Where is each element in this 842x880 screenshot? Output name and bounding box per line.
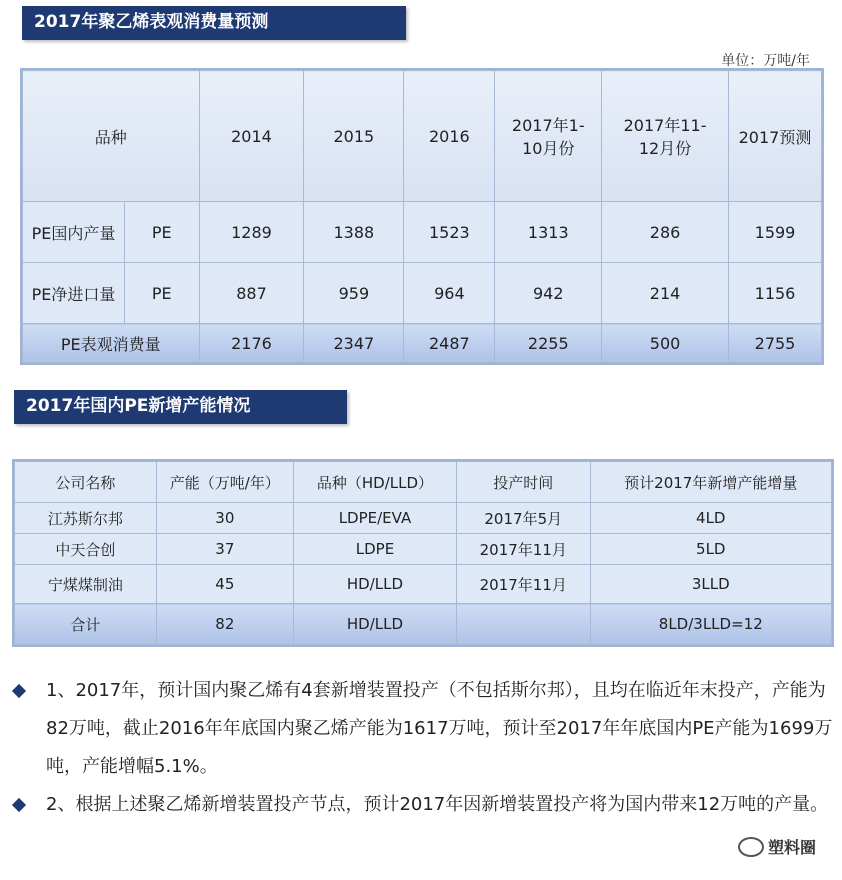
table-cell: LDPE <box>293 534 456 565</box>
capacity-table <box>14 461 832 645</box>
table-cell: 942 <box>495 263 602 324</box>
table-row <box>15 534 832 565</box>
table-cell: 1313 <box>495 202 602 263</box>
header-cell: 2016 <box>404 71 495 202</box>
table-cell: 2487 <box>404 324 495 363</box>
table-row <box>15 503 832 534</box>
note-text: 1、2017年，预计国内聚乙烯有4套新增装置投产（不包括斯尔邦），且均在临近年末投产，产能为82万吨，截止2016年年底国内聚乙烯产能为1617万吨，预计至2017年年底国内PE产能为1699万吨，产能增幅5.1%。 <box>46 680 833 777</box>
section-title-capacity: 2017年国内PE新增产能情况 <box>14 390 347 424</box>
table-cell: 2755 <box>729 324 822 363</box>
diamond-bullet-icon <box>12 684 26 698</box>
chat-bubble-icon <box>738 837 764 857</box>
table-cell: 3LLD <box>590 565 831 604</box>
table-cell: 5LD <box>590 534 831 565</box>
table-cell: 2017年5月 <box>456 503 590 534</box>
header-cell: 投产时间 <box>456 462 590 503</box>
table-cell: 214 <box>602 263 729 324</box>
table-cell: 1156 <box>729 263 822 324</box>
note-item <box>12 672 834 786</box>
header-cell: 品种（HD/LLD） <box>293 462 456 503</box>
table-cell: 2176 <box>199 324 304 363</box>
header-cell: 2015 <box>304 71 404 202</box>
table-cell: 30 <box>156 503 293 534</box>
table-cell: 500 <box>602 324 729 363</box>
header-cell: 品种 <box>23 71 200 202</box>
table-cell: 中天合创 <box>15 534 157 565</box>
table-cell: 286 <box>602 202 729 263</box>
table-cell: 2255 <box>495 324 602 363</box>
table-cell: 82 <box>156 604 293 645</box>
table-cell: 887 <box>199 263 304 324</box>
table-cell: 合计 <box>15 604 157 645</box>
header-cell: 预计2017年新增产能增量 <box>590 462 831 503</box>
header-cell: 2017年11-12月份 <box>602 71 729 202</box>
brand-logo <box>738 835 816 858</box>
table-cell: 1523 <box>404 202 495 263</box>
table-total-row <box>23 324 822 363</box>
table-cell: 2017年11月 <box>456 534 590 565</box>
table-cell: LDPE/EVA <box>293 503 456 534</box>
row-type: PE <box>125 263 200 324</box>
header-cell: 2017预测 <box>729 71 822 202</box>
table-cell: 4LD <box>590 503 831 534</box>
table-total-row <box>15 604 832 645</box>
table-cell: 宁煤煤制油 <box>15 565 157 604</box>
table-header-row <box>15 462 832 503</box>
brand-name: 塑料圈 <box>767 838 816 857</box>
table-row <box>23 202 822 263</box>
table-row <box>15 565 832 604</box>
table-cell: 江苏斯尔邦 <box>15 503 157 534</box>
table-cell: 959 <box>304 263 404 324</box>
table-cell <box>456 604 590 645</box>
header-cell: 2014 <box>199 71 304 202</box>
table-cell: 1289 <box>199 202 304 263</box>
table-cell: 1599 <box>729 202 822 263</box>
notes-list <box>12 672 834 824</box>
table-header-row <box>23 71 822 202</box>
row-label: PE国内产量 <box>23 202 125 263</box>
table-cell: 45 <box>156 565 293 604</box>
row-label: PE表观消费量 <box>23 324 200 363</box>
consumption-table <box>22 70 822 363</box>
section-title-consumption: 2017年聚乙烯表观消费量预测 <box>22 6 406 40</box>
table-cell: 8LD/3LLD=12 <box>590 604 831 645</box>
header-cell: 2017年1-10月份 <box>495 71 602 202</box>
table-cell: 2017年11月 <box>456 565 590 604</box>
table-cell: HD/LLD <box>293 604 456 645</box>
table-row <box>23 263 822 324</box>
table-cell: 964 <box>404 263 495 324</box>
unit-label: 单位：万吨/年 <box>721 53 810 69</box>
row-label: PE净进口量 <box>23 263 125 324</box>
diamond-bullet-icon <box>12 798 26 812</box>
table-cell: 2347 <box>304 324 404 363</box>
row-type: PE <box>125 202 200 263</box>
note-item <box>12 786 834 824</box>
table-cell: 37 <box>156 534 293 565</box>
table-cell: 1388 <box>304 202 404 263</box>
table-cell: HD/LLD <box>293 565 456 604</box>
note-text: 2、根据上述聚乙烯新增装置投产节点，预计2017年因新增装置投产将为国内带来12万吨的产量。 <box>46 794 829 815</box>
header-cell: 公司名称 <box>15 462 157 503</box>
header-cell: 产能（万吨/年） <box>156 462 293 503</box>
